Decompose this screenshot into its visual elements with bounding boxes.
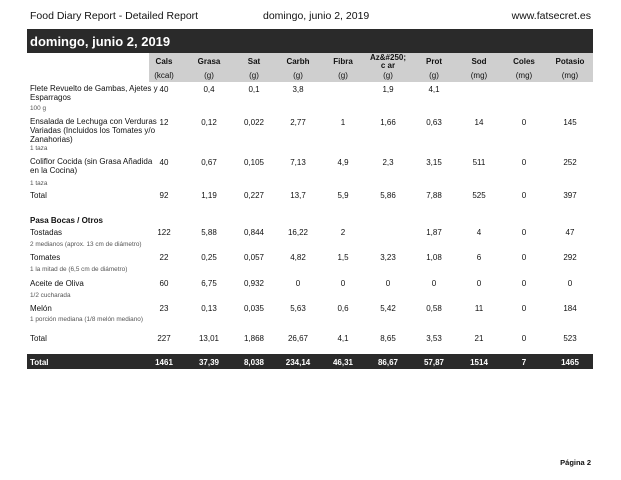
value-cell: 511: [472, 158, 486, 167]
value-cell: 0: [567, 279, 573, 288]
column-unit: (g): [204, 71, 214, 80]
value-cell: 13,7: [290, 191, 306, 200]
value-cell: 0: [385, 279, 391, 288]
food-name: Tomates: [30, 253, 61, 262]
value-cell: 1,08: [426, 253, 442, 262]
value-cell: 14: [474, 118, 484, 127]
value-cell: 1,5: [337, 253, 349, 262]
value-cell: 22: [159, 253, 169, 262]
value-cell: 4,82: [290, 253, 306, 262]
value-cell: 1,868: [243, 334, 265, 343]
value-cell: 11: [474, 304, 484, 313]
value-cell: 3,53: [426, 334, 442, 343]
value-cell: 8,65: [380, 334, 396, 343]
value-cell: 0: [521, 228, 527, 237]
grand-total-value: 46,31: [332, 358, 354, 367]
value-cell: 7,13: [290, 158, 306, 167]
column-label: Coles: [513, 57, 535, 66]
value-cell: 227: [157, 334, 171, 343]
grand-total-value: 7: [521, 358, 527, 367]
meal-total-label: Total: [30, 191, 47, 200]
value-cell: 292: [563, 253, 577, 262]
value-cell: 1,19: [201, 191, 217, 200]
food-serving: 1 porción mediana (1/8 melón mediano): [30, 316, 143, 323]
value-cell: 0,057: [243, 253, 265, 262]
column-label: Potasio: [555, 57, 585, 66]
date-banner: domingo, junio 2, 2019: [27, 29, 593, 53]
column-unit: (g): [429, 71, 439, 80]
value-cell: 0,67: [201, 158, 217, 167]
value-cell: 5,9: [337, 191, 349, 200]
value-cell: 3,23: [380, 253, 396, 262]
food-name: Coliflor Cocida (sin Grasa Añadida en la Cocina): [30, 157, 153, 175]
value-cell: 0,844: [243, 228, 265, 237]
page-number: Página 2: [560, 458, 591, 467]
value-cell: 0,4: [203, 85, 215, 94]
meal-total-label: Total: [30, 334, 47, 343]
value-cell: 0,63: [426, 118, 442, 127]
grand-total-value: 1514: [470, 358, 488, 367]
value-cell: 122: [157, 228, 171, 237]
value-cell: 13,01: [198, 334, 220, 343]
column-label: Fibra: [333, 57, 353, 66]
food-serving: 1/2 cucharada: [30, 292, 71, 299]
value-cell: 0: [295, 279, 301, 288]
value-cell: 397: [563, 191, 577, 200]
column-label: Cals: [155, 57, 173, 66]
column-label: Grasa: [197, 57, 221, 66]
value-cell: 5,88: [201, 228, 217, 237]
value-cell: 7,88: [426, 191, 442, 200]
value-cell: 0,022: [243, 118, 265, 127]
value-cell: 3,8: [292, 85, 304, 94]
report-date: domingo, junio 2, 2019: [263, 10, 370, 22]
value-cell: 0,13: [201, 304, 217, 313]
report-title: Food Diary Report - Detailed Report: [30, 10, 199, 22]
food-serving: 2 medianos (aprox. 13 cm de diámetro): [30, 241, 142, 248]
column-unit: (g): [338, 71, 348, 80]
value-cell: 40: [159, 158, 169, 167]
food-serving: 1 taza: [30, 180, 48, 187]
value-cell: 0,12: [201, 118, 217, 127]
value-cell: 12: [159, 118, 169, 127]
value-cell: 0: [521, 118, 527, 127]
food-name: Aceite de Oliva: [30, 279, 84, 288]
value-cell: 21: [474, 334, 484, 343]
value-cell: 5,86: [380, 191, 396, 200]
grand-total-value: 37,39: [198, 358, 220, 367]
value-cell: 23: [159, 304, 169, 313]
value-cell: 26,67: [287, 334, 309, 343]
site-url: www.fatsecret.es: [511, 10, 591, 22]
value-cell: 0: [521, 253, 527, 262]
value-cell: 2: [340, 228, 346, 237]
column-label: Carbh: [286, 57, 310, 66]
column-unit: (g): [383, 71, 393, 80]
column-unit: (g): [293, 71, 303, 80]
column-label: Sod: [471, 57, 487, 66]
value-cell: 92: [159, 191, 169, 200]
value-cell: 0: [340, 279, 346, 288]
grand-total-value: 8,038: [243, 358, 265, 367]
value-cell: 40: [159, 85, 169, 94]
value-cell: 5,63: [290, 304, 306, 313]
food-name: Ensalada de Lechuga con Verduras Variadas (Incluidos los Tomates y/o Zanahorias): [30, 117, 157, 144]
value-cell: 4: [476, 228, 482, 237]
food-serving: 100 g: [30, 105, 46, 112]
value-cell: 0: [431, 279, 437, 288]
value-cell: 4,1: [337, 334, 349, 343]
meal-section-title: Pasa Bocas / Otros: [30, 216, 103, 225]
grand-total-value: 86,67: [377, 358, 399, 367]
column-label: Prot: [426, 57, 442, 66]
value-cell: 1,87: [426, 228, 442, 237]
value-cell: 0: [521, 279, 527, 288]
value-cell: 1,9: [382, 85, 394, 94]
value-cell: 2,77: [290, 118, 306, 127]
value-cell: 16,22: [287, 228, 309, 237]
grand-total-value: 1461: [155, 358, 173, 367]
value-cell: 47: [565, 228, 575, 237]
value-cell: 0: [521, 304, 527, 313]
value-cell: 0,58: [426, 304, 442, 313]
food-serving: 1 taza: [30, 145, 48, 152]
food-name: Melón: [30, 304, 52, 313]
food-serving: 1 la mitad de (6,5 cm de diámetro): [30, 266, 128, 273]
value-cell: 1: [340, 118, 346, 127]
column-unit: (g): [249, 71, 259, 80]
column-unit: (mg): [470, 71, 488, 80]
grand-total-value: 234,14: [285, 358, 311, 367]
value-cell: 3,15: [426, 158, 442, 167]
column-label: Az&#250;c ar: [369, 53, 406, 70]
value-cell: 0,6: [337, 304, 349, 313]
value-cell: 0: [521, 334, 527, 343]
value-cell: 525: [472, 191, 486, 200]
value-cell: 4,1: [428, 85, 440, 94]
food-name: Tostadas: [30, 228, 63, 237]
column-unit: (kcal): [154, 71, 174, 80]
value-cell: 0,105: [243, 158, 265, 167]
value-cell: 523: [563, 334, 577, 343]
value-cell: 0: [521, 191, 527, 200]
value-cell: 2,3: [382, 158, 394, 167]
value-cell: 4,9: [337, 158, 349, 167]
grand-total-value: 1465: [561, 358, 579, 367]
value-cell: 184: [563, 304, 577, 313]
value-cell: 0,035: [243, 304, 265, 313]
grand-total-label: Total: [30, 358, 49, 367]
value-cell: 0: [521, 158, 527, 167]
grand-total-value: 57,87: [423, 358, 445, 367]
column-unit: (mg): [561, 71, 579, 80]
value-cell: 60: [159, 279, 169, 288]
value-cell: 5,42: [380, 304, 396, 313]
value-cell: 1,66: [380, 118, 396, 127]
value-cell: 0,932: [243, 279, 265, 288]
column-unit: (mg): [515, 71, 533, 80]
value-cell: 252: [563, 158, 577, 167]
column-label: Sat: [247, 57, 261, 66]
value-cell: 6,75: [201, 279, 217, 288]
value-cell: 6: [476, 253, 482, 262]
food-name: Flete Revuelto de Gambas, Ajetes y Esparragos: [30, 84, 158, 102]
value-cell: 0,25: [201, 253, 217, 262]
value-cell: 0,227: [243, 191, 265, 200]
value-cell: 0: [476, 279, 482, 288]
value-cell: 145: [563, 118, 577, 127]
value-cell: 0,1: [248, 85, 260, 94]
